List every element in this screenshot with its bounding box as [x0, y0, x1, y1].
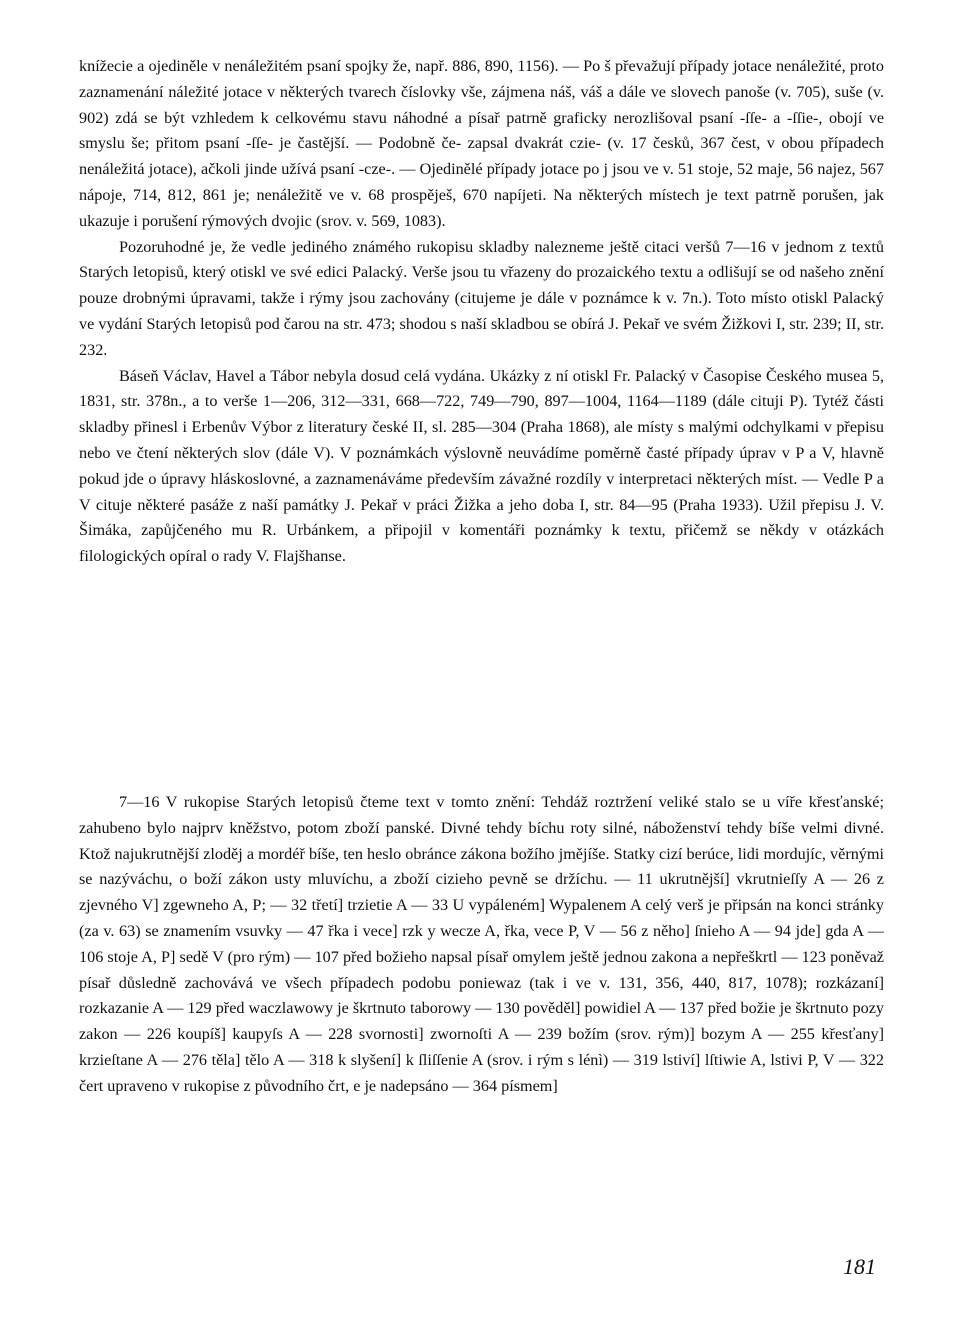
intro-text — [79, 54, 884, 570]
notes-paragraph: 7—16 V rukopise Starých letopisů čteme text v tomto znění: Tehdáž roztržení veliké stalo se u víře křesťanské; zahubeno bylo najprv kněžstvo, potom zboží panské. Divné tehdy bíchu roty silné, náboženství tehdy bíše velmi divné. Ktož najukrutnější zloděj a mordéř bíše, ten heslo obránce zákona božího jmějíše. Statky cizí berúce, lidi mordujíc, věrnými se nazýváchu, o boží zákon usty mluvíchu, a zboží cizieho pevně se držíchu. — 11 ukrutnější] vkrutnieſſy A — 26 z zjevného V] zgewneho A, P; — 32 třetí] trzietie A — 33 U vypáleném] Wypalenem A celý verš je připsán na konci stránky (za v. 63) se znamením vsuvky — 47 řka i vece] rzk y wecze A, řka, vece P, V — 56 z něho] ſnieho A — 94 jde] gda A — 106 stoje A, P] sedě V (pro rým) — 107 před božieho napsal písař omylem ještě jednou zakona a nepřeškrtl — 123 poněvaž písař důsledně zachovává ve všech případech podobu poniewaz (tak i ve v. 131, 356, 440, 817, 1078); rozkázaní] rozkazanie A — 129 před waczlawowy je škrtnuto taborowy — 130 pověděl] powidiel A — 137 před božie je škrtnuto pozy zakon — 226 koupíš] kaupyſs A — 228 svornosti] zwornoſti A — 239 božím (srov. rým)] bozym A — 255 křesťany] krzieſtane A — 276 těla] tělo A — 318 k slyšení] k ſliſſenie A (srov. i rým s lénì) — 319 lstiví] lſtiwie A, lstivi P, V — 322 čert upraveno v rukopise z původního črt, e je nadepsáno — 364 písmem] — [79, 793, 884, 1095]
page-number: 181 — [843, 1254, 876, 1279]
intro-paragraph-3: Báseň Václav, Havel a Tábor nebyla dosud celá vydána. Ukázky z ní otiskl Fr. Palacký v Časopise Českého musea 5, 1831, str. 378n., a to verše 1—206, 312—331, 668—722, 749—790, 897—1004, 1164—1189 (dále cituji P). Tytéž části skladby přinesl i Erbenův Výbor z literatury české II, sl. 285—304 (Praha 1868), ale místy s malými odchylkami v přepisu nebo ve čtení některých slov (dále V). V poznámkách výslovně neuvádíme poměrně časté případy úprav v P a V, hlavně pokud jde o úpravy hláskoslovné, a zaznamenáváme především závažné rozdíly v interpretaci některých míst. — Vedle P a V cituje některé pasáže z naší památky J. Pekař v práci Žižka a jeho doba I, str. 84—95 (Praha 1933). Užil přepisu J. V. Šimáka, zapůjčeného mu R. Urbánkem, a připojil v komentáři poznámky k textu, přičemž se někdy v otázkách filologických opíral o rady V. Flajšhanse. — [79, 366, 884, 566]
intro-paragraph-2: Pozoruhodné je, že vedle jediného známého rukopisu skladby nalezneme ještě citaci veršů 7—16 v jednom z textů Starých letopisů, který otiskl ve své edici Palacký. Verše jsou tu vřazeny do prozaického textu a odlišují se od našeho znění pouze drobnými úpravami, takže i rýmy jsou zachovány (citujeme je dále v poznámce k v. 7n.). Toto místo otiskl Palacký ve vydání Starých letopisů pod čarou na str. 473; shodou s naší skladbou se obírá J. Pekař ve svém Žižkovi I, str. 239; II, str. 232. — [79, 237, 884, 359]
intro-paragraph-1: knížecie a ojediněle v nenáležitém psaní spojky že, např. 886, 890, 1156). — Po š převažují případy jotace nenáležité, proto zaznamenání náležité jotace v některých tvarech číslovky vše, zájmena náš, váš a dále ve slovech panoše (v. 705), suše (v. 902) zdá se být vzhledem k celkovému stavu náhodné a písař patrně graficky nerozlišoval psaní -ſſe- a -ſſie-, obojí ve smyslu še; přitom psaní -ſſe- je častější. — Podobně če- zapsal dvakrát czie- (v. 17 česků, 367 čest, v obou případech nenáležitá jotace), ačkoli jinde užívá psaní -cze-. — Ojedinělé případy jotace po j jsou ve v. 51 stoje, 52 maje, 56 najez, 567 nápoje, 714, 812, 861 je; nenáležitě ve v. 68 prospěješ, 670 napíjeti. Na některých místech je text patrně porušen, jak ukazuje i porušení rýmových dvojic (srov. v. 569, 1083). — [79, 57, 884, 230]
notes-section — [79, 790, 884, 1100]
